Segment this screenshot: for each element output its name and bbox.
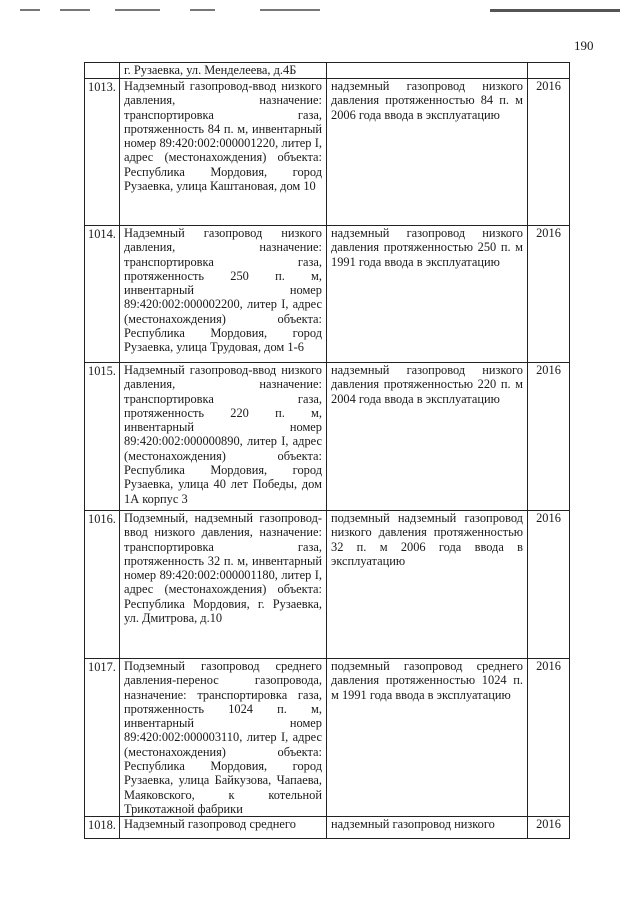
row-number-cell: 1015. <box>85 363 120 511</box>
object-cell: г. Рузаевка, ул. Менделеева, д.4Б <box>120 63 327 79</box>
row-number-cell: 1013. <box>85 79 120 226</box>
object-cell: Подземный, надземный газопровод-ввод низкого давления, назначение: транспортировка газа, протяженность 32 п. м, инвентарный номер 89:420:002:000001180, литер I, адрес (местонахождения) объекта: Республика Мордовия, г. Рузаевка, ул. Дмитрова, д.10 <box>120 511 327 659</box>
object-cell: Подземный газопровод среднего давления-перенос газопровода, назначение: транспортировка газа, протяженность 1024 п. м, инвентарный номер 89:420:002:000003110, литер I, адрес (местонахождения) объекта: Республика Мордовия, город Рузаевка, улица Байкузова, Чапаева, Маяковского, к котельной Трикотажной фабрики <box>120 659 327 817</box>
row-number-cell: 1018. <box>85 817 120 839</box>
year-cell: 2016 <box>528 817 570 839</box>
year-cell <box>528 63 570 79</box>
description-cell: подземный газопровод среднего давления протяженностью 1024 п. м 1991 года ввода в эксплуатацию <box>327 659 528 817</box>
row-number-cell: 1017. <box>85 659 120 817</box>
object-cell: Надземный газопровод-ввод низкого давления, назначение: транспортировка газа, протяженность 84 п. м, инвентарный номер 89:420:002:000001220, литер I, адрес (местонахождения) объекта: Республика Мордовия, город Рузаевка, улица Каштановая, дом 10 <box>120 79 327 226</box>
description-cell: надземный газопровод низкого давления протяженностью 250 п. м 1991 года ввода в эксплуатацию <box>327 226 528 363</box>
scan-artifact-strip <box>20 9 620 13</box>
row-number-cell <box>85 63 120 79</box>
table-row <box>85 511 570 659</box>
description-cell: надземный газопровод низкого давления протяженностью 84 п. м 2006 года ввода в эксплуатацию <box>327 79 528 226</box>
description-cell <box>327 63 528 79</box>
table-row <box>85 79 570 226</box>
registry-table <box>84 62 570 839</box>
table-row <box>85 817 570 839</box>
description-cell: надземный газопровод низкого давления протяженностью 220 п. м 2004 года ввода в эксплуатацию <box>327 363 528 511</box>
object-cell: Надземный газопровод среднего <box>120 817 327 839</box>
year-cell: 2016 <box>528 226 570 363</box>
object-cell: Надземный газопровод низкого давления, назначение: транспортировка газа, протяженность 250 п. м, инвентарный номер 89:420:002:000002200, литер I, адрес (местонахождения) объекта: Республика Мордовия, город Рузаевка, улица Трудовая, дом 1-6 <box>120 226 327 363</box>
row-number-cell: 1016. <box>85 511 120 659</box>
table-row <box>85 659 570 817</box>
table-row <box>85 226 570 363</box>
year-cell: 2016 <box>528 363 570 511</box>
year-cell: 2016 <box>528 659 570 817</box>
row-number-cell: 1014. <box>85 226 120 363</box>
page-number: 190 <box>574 38 594 53</box>
table-row <box>85 363 570 511</box>
year-cell: 2016 <box>528 79 570 226</box>
description-cell: подземный надземный газопровод низкого давления протяженностью 32 п. м 2006 года ввода в эксплуатацию <box>327 511 528 659</box>
object-cell: Надземный газопровод-ввод низкого давления, назначение: транспортировка газа, протяженность 220 п. м, инвентарный номер 89:420:002:000000890, литер I, адрес (местонахождения) объекта: Республика Мордовия, город Рузаевка, улица 40 лет Победы, дом 1А корпус 3 <box>120 363 327 511</box>
description-cell: надземный газопровод низкого <box>327 817 528 839</box>
table-row-continuation <box>85 63 570 79</box>
year-cell: 2016 <box>528 511 570 659</box>
